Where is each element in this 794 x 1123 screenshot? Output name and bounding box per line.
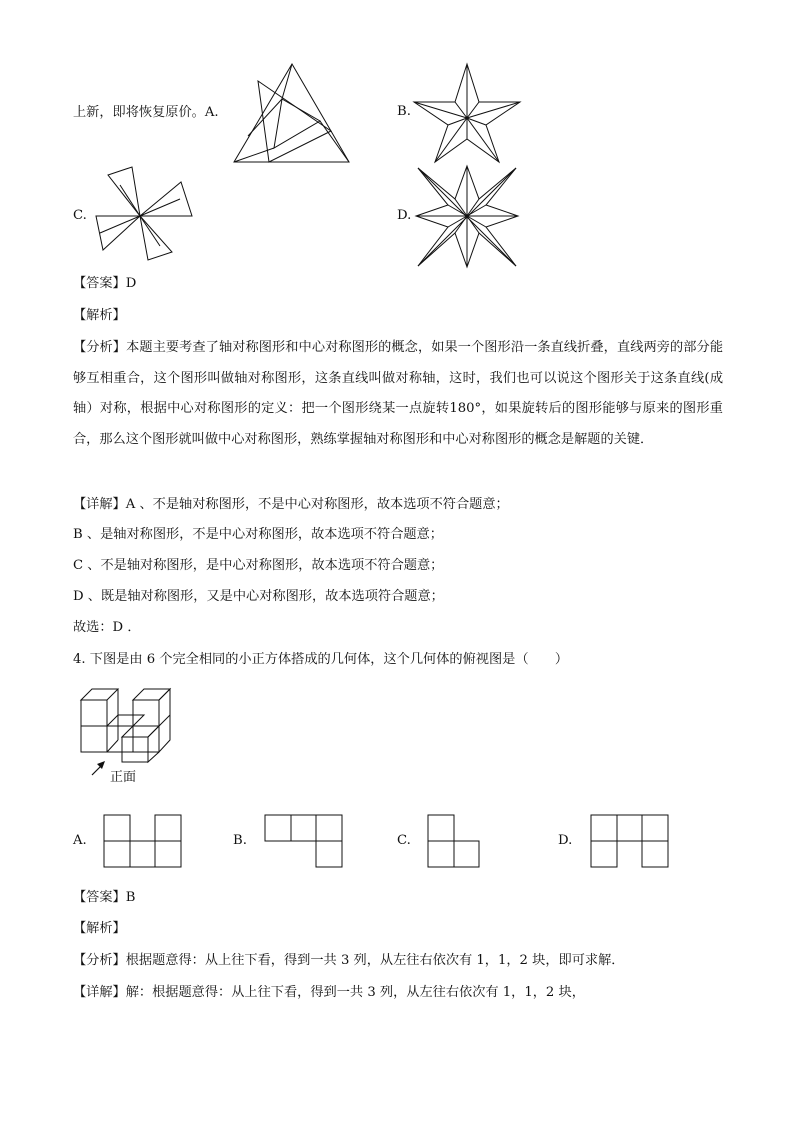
- q4-answer: 【答案】B: [73, 890, 136, 905]
- q4-option-c-label: C.: [397, 833, 411, 848]
- q3-detail-1: 【详解】A 、不是轴对称图形，不是中心对称图形，故本选项不符合题意；: [73, 497, 509, 512]
- q4-xiangjie: 【详解】解：根据题意得：从上往下看，得到一共 3 列，从左往右依次有 1，1，2 块，: [73, 985, 585, 1000]
- q4-stem: 4. 下图是由 6 个完全相同的小正方体搭成的几何体，这个几何体的俯视图是（ ）: [73, 652, 569, 667]
- q3-option-b-label: B.: [397, 104, 411, 119]
- q4-analysis-label: 【解析】: [73, 921, 126, 936]
- q4-option-a-label: A.: [73, 833, 87, 848]
- q4-option-b-label: B.: [233, 833, 247, 848]
- q3-conclusion: 故选：D ．: [73, 620, 141, 635]
- q4-fenxi: 【分析】根据题意得：从上往下看，得到一共 3 列，从左往右依次有 1，1，2 块，即可求解．: [73, 953, 625, 968]
- front-label: 正面: [110, 770, 137, 785]
- q3-detail-3: C 、不是轴对称图形，是中心对称图形，故本选项不符合题意；: [73, 558, 444, 573]
- q3-option-d-label: D.: [397, 208, 412, 223]
- q3-option-c-label: C.: [73, 208, 87, 223]
- q3-detail-2: B 、是轴对称图形，不是中心对称图形，故本选项不符合题意；: [73, 527, 443, 542]
- q3-detail-4: D 、既是轴对称图形，又是中心对称图形，故本选项符合题意；: [73, 589, 444, 604]
- q3-analysis-label: 【解析】: [73, 308, 126, 323]
- q3-answer: 【答案】D: [73, 276, 137, 291]
- q3-fenxi: 【分析】本题主要考查了轴对称图形和中心对称图形的概念，如果一个图形沿一条直线折叠，直线两旁的部分能够互相重合，这个图形叫做轴对称图形，这条直线叫做对称轴，这时，我们也可以说这个图形关于这条直线(成轴）对称，根据中心对称图形的定义：把一个图形绕某一点旋转180°，如果旋转后的图形能够与原来的图形重合，那么这个图形就叫做中心对称图形，熟练掌握轴对称图形和中心对称图形的概念是解题的关键．: [73, 340, 724, 447]
- q3-stem-tail: 上新，即将恢复原价。A.: [73, 105, 219, 120]
- q3-option-a-label: A.: [204, 105, 219, 120]
- q4-option-d-label: D.: [558, 833, 573, 848]
